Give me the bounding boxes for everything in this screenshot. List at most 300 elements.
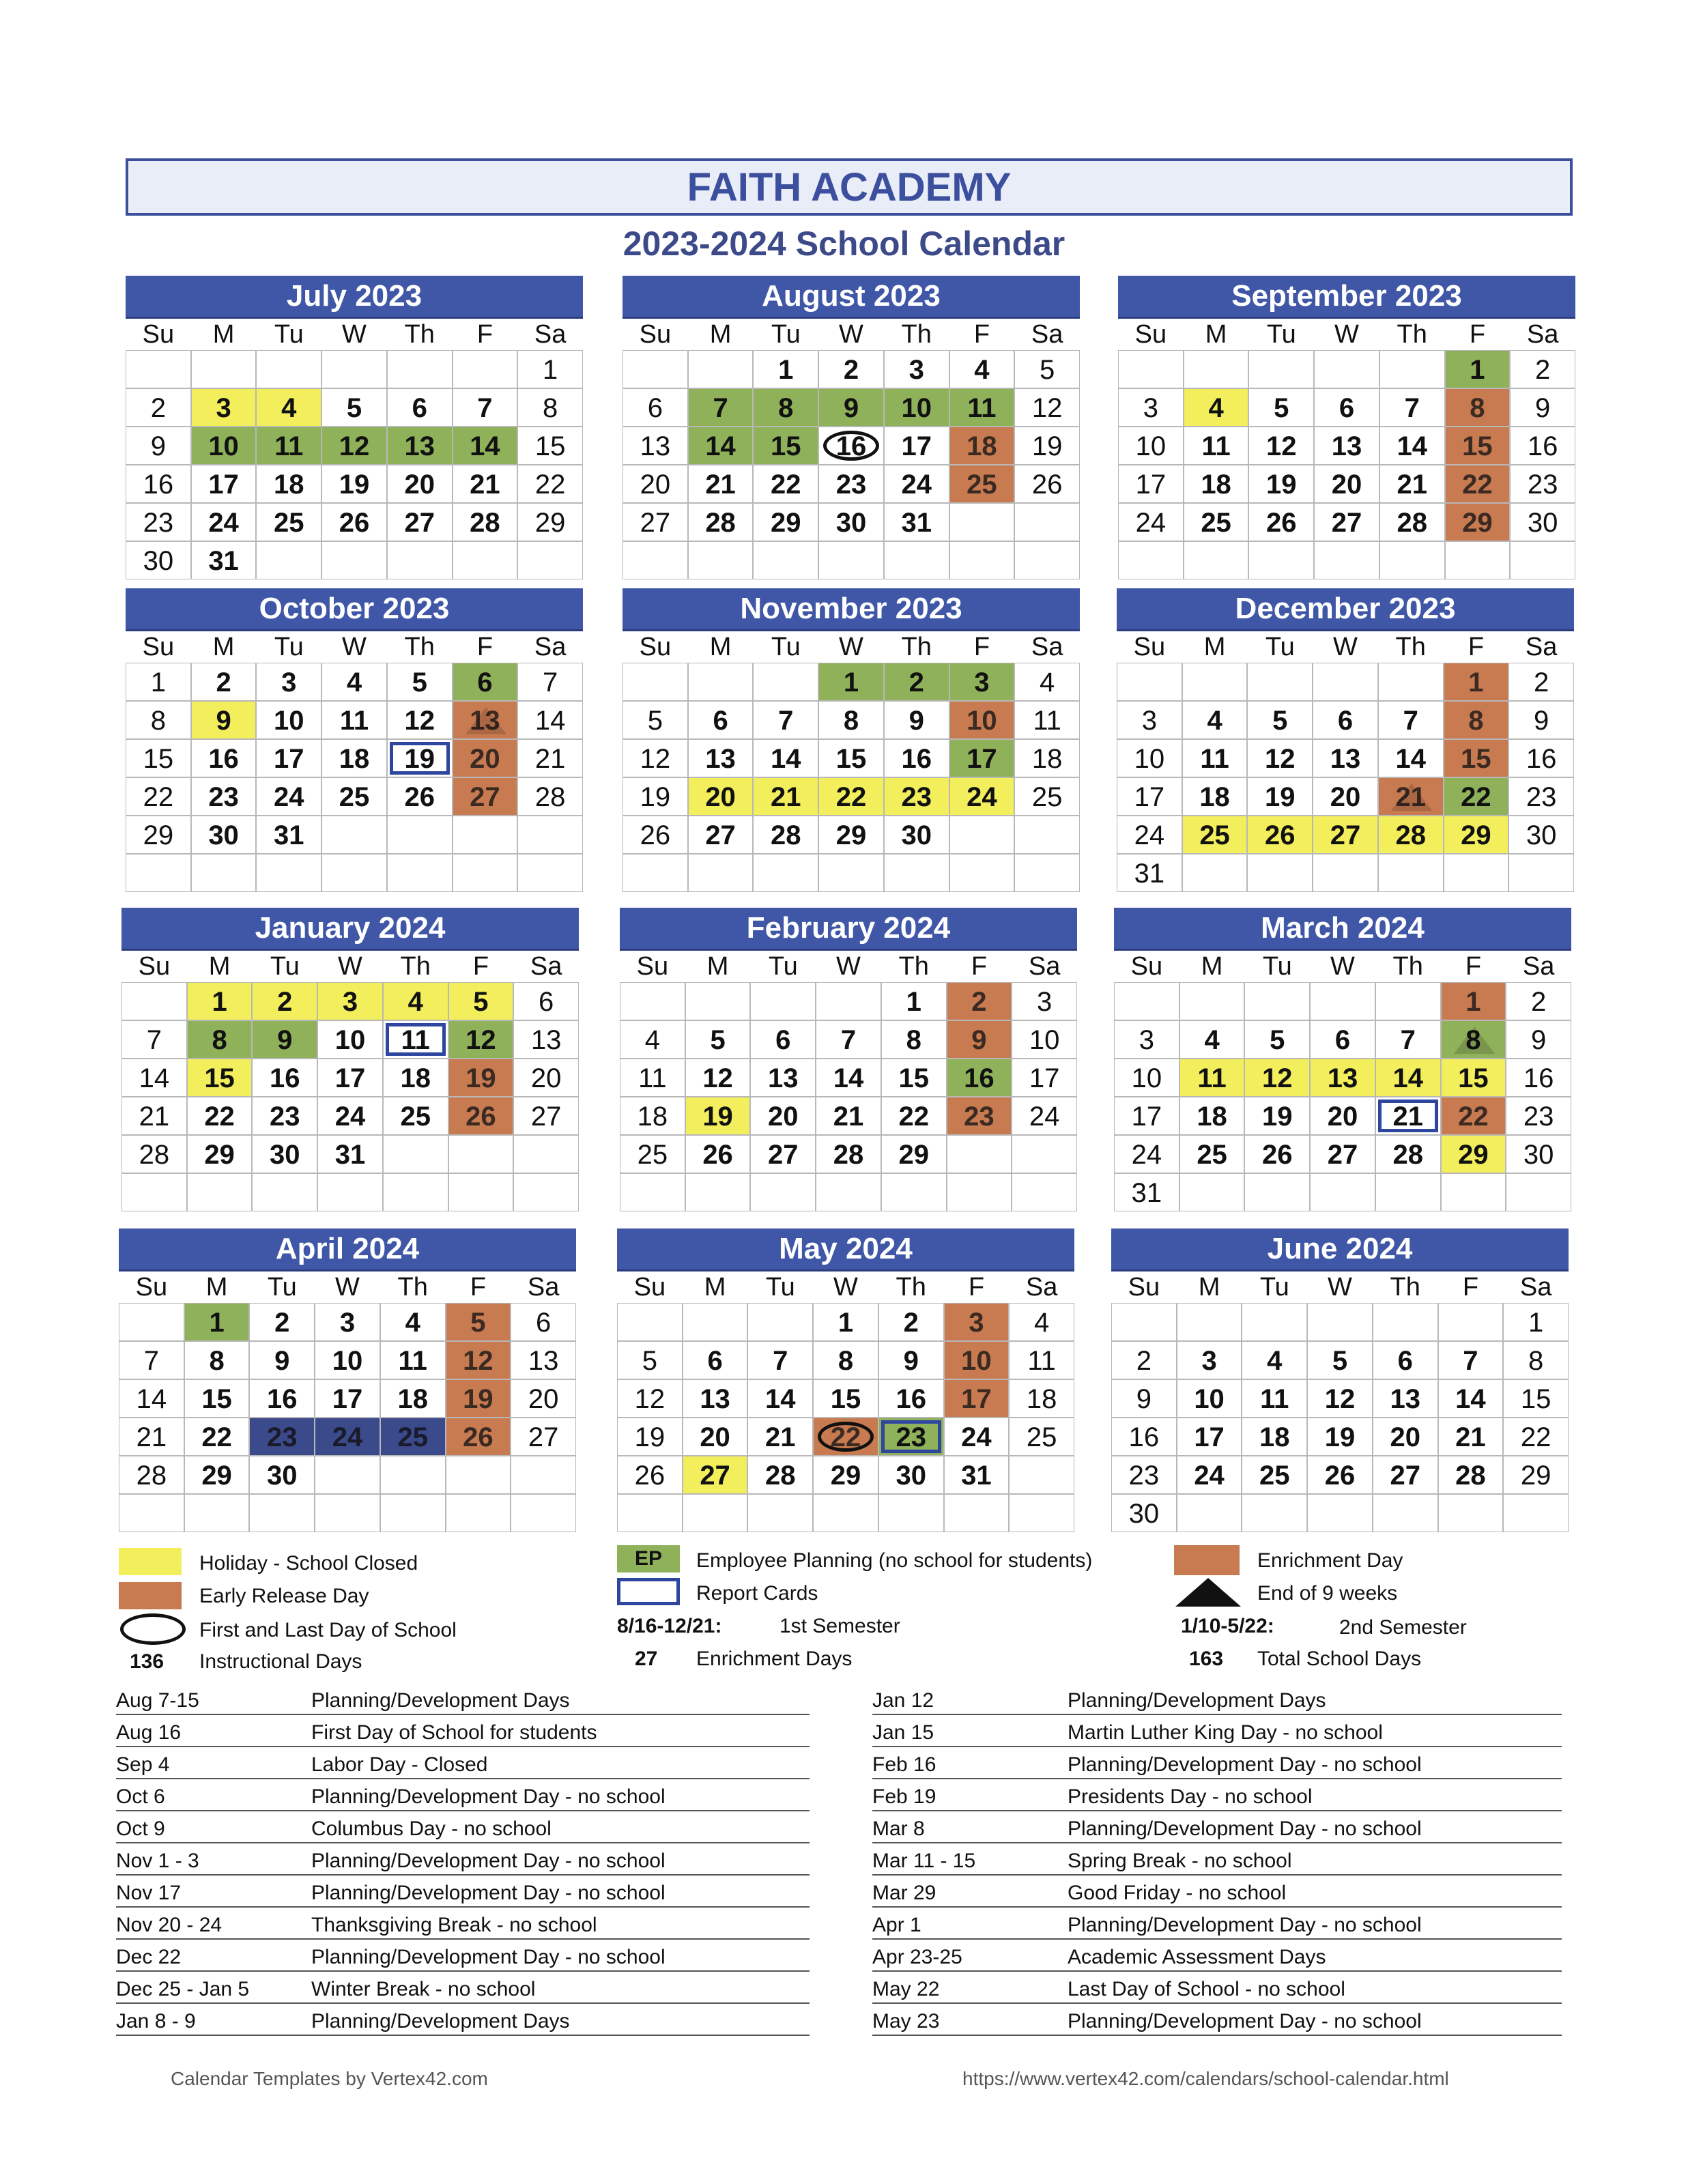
day-cell: 22: [1445, 465, 1511, 503]
day-cell: 10: [1012, 1020, 1077, 1059]
month-title: March 2024: [1114, 908, 1571, 951]
empty-day-cell: [818, 541, 884, 579]
empty-day-cell: [1184, 541, 1249, 579]
day-cell: 1: [881, 982, 947, 1020]
day-cell: 27: [1373, 1456, 1438, 1494]
empty-day-cell: [1310, 982, 1375, 1020]
day-cell: 25: [1179, 1135, 1245, 1173]
empty-day-cell: [317, 1173, 383, 1211]
empty-day-cell: [1378, 854, 1444, 892]
weekday-label: Su: [1128, 1273, 1160, 1302]
day-cell: 5: [1244, 1020, 1310, 1059]
empty-day-cell: [688, 854, 754, 892]
weekday-label: Sa: [530, 952, 562, 981]
event-date: Mar 8: [872, 1817, 925, 1840]
weekday-label: Tu: [1259, 1273, 1289, 1302]
empty-day-cell: [191, 854, 257, 892]
empty-day-cell: [380, 1494, 446, 1532]
event-description: Planning/Development Day - no school: [1068, 1753, 1422, 1776]
day-cell: 14: [121, 1059, 187, 1097]
event-row: [872, 1908, 1562, 1940]
day-cell: 7: [688, 388, 754, 427]
empty-day-cell: [1510, 541, 1575, 579]
day-cell: 18: [256, 465, 321, 503]
day-cell: 19: [448, 1059, 514, 1097]
event-description: Planning/Development Days: [311, 1689, 570, 1712]
day-cell: 18: [620, 1097, 685, 1135]
day-cell: 10: [1114, 1059, 1179, 1097]
day-cell: 25: [321, 777, 387, 816]
day-cell: 24: [1114, 1135, 1179, 1173]
weekday-label: Th: [404, 320, 435, 349]
day-cell: 9: [249, 1341, 315, 1379]
day-cell: 16: [1111, 1418, 1177, 1456]
legend-early-release: Early Release Day: [199, 1585, 369, 1607]
weekday-label: Su: [639, 633, 672, 661]
day-cell: 27: [683, 1456, 748, 1494]
day-cell: 20: [1314, 465, 1379, 503]
empty-day-cell: [617, 1303, 683, 1341]
semester2-range: 1/10-5/22:: [1181, 1615, 1274, 1637]
day-cell: 25: [383, 1097, 448, 1135]
day-cell: 29: [813, 1456, 878, 1494]
empty-day-cell: [1242, 1494, 1307, 1532]
weekday-label: Su: [1133, 633, 1166, 661]
day-cell: 20: [1310, 1097, 1375, 1135]
day-cell: 16: [947, 1059, 1012, 1097]
day-cell: 15: [1503, 1379, 1569, 1418]
weekday-label: M: [709, 633, 732, 661]
day-cell: 18: [383, 1059, 448, 1097]
weekday-label: F: [476, 320, 493, 349]
day-cell: 24: [315, 1418, 380, 1456]
day-cell: 8: [818, 701, 884, 739]
empty-day-cell: [453, 816, 518, 854]
day-cell: 26: [617, 1456, 683, 1494]
weekday-label: Sa: [1031, 633, 1063, 661]
day-cell: 5: [321, 388, 387, 427]
weekday-label: Th: [898, 952, 929, 981]
day-cell: 12: [1248, 427, 1314, 465]
empty-day-cell: [623, 541, 688, 579]
empty-day-cell: [387, 816, 453, 854]
month-grid: [1111, 1271, 1569, 1532]
day-cell: 9: [1510, 388, 1575, 427]
day-cell: 13: [688, 739, 754, 777]
day-cell: 17: [884, 427, 949, 465]
empty-day-cell: [617, 1494, 683, 1532]
day-cell: 5: [448, 982, 514, 1020]
day-cell: 11: [380, 1341, 446, 1379]
day-cell: 4: [256, 388, 321, 427]
day-cell: 12: [387, 701, 453, 739]
day-cell: 26: [623, 816, 688, 854]
event-description: Last Day of School - no school: [1068, 1978, 1345, 2000]
day-cell: 12: [446, 1341, 511, 1379]
event-description: Winter Break - no school: [311, 1978, 536, 2000]
day-cell: 2: [1506, 982, 1571, 1020]
empty-day-cell: [816, 1173, 881, 1211]
day-cell: 28: [747, 1456, 813, 1494]
empty-day-cell: [949, 541, 1015, 579]
empty-day-cell: [256, 541, 321, 579]
day-cell: 12: [1244, 1059, 1310, 1097]
weekday-label: Sa: [1526, 320, 1559, 349]
day-cell: 16: [252, 1059, 317, 1097]
empty-day-cell: [191, 350, 257, 388]
day-cell: 26: [1244, 1135, 1310, 1173]
day-cell: 8: [184, 1341, 250, 1379]
day-cell: 2: [249, 1303, 315, 1341]
day-cell: 13: [511, 1341, 576, 1379]
weekday-label: Th: [404, 633, 435, 661]
month-grid: [620, 951, 1077, 1211]
day-cell: 28: [816, 1135, 881, 1173]
empty-day-cell: [387, 854, 453, 892]
day-cell: 25: [256, 503, 321, 541]
employee-planning-swatch: EP: [617, 1545, 680, 1572]
empty-day-cell: [119, 1303, 184, 1341]
day-cell: 6: [1373, 1341, 1438, 1379]
day-cell: 23: [1506, 1097, 1571, 1135]
event-description: First Day of School for students: [311, 1721, 597, 1744]
day-cell: 21: [1379, 465, 1445, 503]
empty-day-cell: [256, 854, 321, 892]
day-cell: 19: [446, 1379, 511, 1418]
day-cell: 18: [1014, 739, 1080, 777]
day-cell: 30: [884, 816, 949, 854]
empty-day-cell: [1444, 854, 1509, 892]
empty-day-cell: [1118, 541, 1184, 579]
event-row: [872, 1972, 1562, 2004]
empty-day-cell: [453, 854, 518, 892]
day-cell: 5: [446, 1303, 511, 1341]
day-cell: 1: [517, 350, 583, 388]
day-cell: 11: [1014, 701, 1080, 739]
day-cell: 23: [884, 777, 949, 816]
empty-day-cell: [747, 1494, 813, 1532]
weekday-label: W: [1328, 1273, 1352, 1302]
day-cell: 20: [623, 465, 688, 503]
empty-day-cell: [448, 1173, 514, 1211]
empty-day-cell: [1118, 350, 1184, 388]
event-date: May 22: [872, 1978, 940, 2000]
empty-day-cell: [1182, 663, 1248, 701]
month-calendar: [126, 276, 583, 579]
event-description: Good Friday - no school: [1068, 1882, 1287, 1904]
day-cell: 29: [1441, 1135, 1506, 1173]
day-cell: 14: [453, 427, 518, 465]
empty-day-cell: [387, 350, 453, 388]
day-cell: 24: [949, 777, 1015, 816]
day-cell: 17: [1114, 1097, 1179, 1135]
day-cell: 6: [750, 1020, 816, 1059]
day-cell: 9: [191, 701, 257, 739]
month-calendar: [617, 1228, 1074, 1532]
day-cell: 3: [191, 388, 257, 427]
day-cell: 2: [1510, 350, 1575, 388]
weekday-label: F: [1468, 633, 1485, 661]
empty-day-cell: [446, 1494, 511, 1532]
day-cell: 13: [1313, 739, 1378, 777]
day-cell: 5: [1307, 1341, 1373, 1379]
weekday-label: W: [1334, 320, 1359, 349]
day-cell: 8: [881, 1020, 947, 1059]
day-cell: 21: [816, 1097, 881, 1135]
day-cell: 20: [387, 465, 453, 503]
day-cell: 21: [753, 777, 818, 816]
event-date: Oct 9: [116, 1817, 165, 1840]
first-last-day-ellipse-icon: [120, 1613, 186, 1645]
weekday-label: M: [205, 1273, 228, 1302]
day-cell: 22: [813, 1418, 878, 1456]
event-row: [116, 1908, 810, 1940]
day-cell: 26: [1307, 1456, 1373, 1494]
month-grid: [119, 1271, 576, 1532]
day-cell: 11: [949, 388, 1015, 427]
day-cell: 5: [623, 701, 688, 739]
empty-day-cell: [383, 1135, 448, 1173]
day-cell: 11: [256, 427, 321, 465]
empty-day-cell: [813, 1494, 878, 1532]
weekday-label: W: [1333, 633, 1358, 661]
event-date: Feb 16: [872, 1753, 936, 1776]
day-cell: 23: [252, 1097, 317, 1135]
day-cell: 18: [1184, 465, 1249, 503]
event-description: Planning/Development Day - no school: [1068, 2010, 1422, 2032]
day-cell: 12: [321, 427, 387, 465]
day-cell: 31: [884, 503, 949, 541]
event-date: Dec 25 - Jan 5: [116, 1978, 250, 2000]
day-cell: 19: [1247, 777, 1313, 816]
day-cell: 9: [1111, 1379, 1177, 1418]
empty-day-cell: [511, 1494, 576, 1532]
weekday-label: Sa: [1025, 1273, 1058, 1302]
day-cell: 10: [1177, 1379, 1242, 1418]
weekday-label: Su: [1134, 320, 1167, 349]
empty-day-cell: [1438, 1303, 1504, 1341]
day-cell: 27: [511, 1418, 576, 1456]
day-cell: 25: [949, 465, 1015, 503]
day-cell: 19: [321, 465, 387, 503]
empty-day-cell: [688, 541, 754, 579]
empty-day-cell: [753, 541, 818, 579]
weekday-label: W: [839, 320, 863, 349]
day-cell: 16: [1508, 739, 1574, 777]
weekday-label: Su: [142, 633, 175, 661]
day-cell: 30: [878, 1456, 944, 1494]
day-cell: 25: [1182, 816, 1248, 854]
day-cell: 21: [453, 465, 518, 503]
day-cell: 27: [1314, 503, 1379, 541]
day-cell: 25: [1242, 1456, 1307, 1494]
month-grid: [1118, 319, 1575, 579]
day-cell: 30: [252, 1135, 317, 1173]
weekday-label: Tu: [768, 952, 798, 981]
empty-day-cell: [1310, 1173, 1375, 1211]
day-cell: 12: [1014, 388, 1080, 427]
empty-day-cell: [1373, 1494, 1438, 1532]
day-cell: 12: [617, 1379, 683, 1418]
day-cell: 13: [623, 427, 688, 465]
day-cell: 7: [453, 388, 518, 427]
event-row: [116, 1972, 810, 2004]
weekday-label: Tu: [765, 1273, 795, 1302]
day-cell: 28: [119, 1456, 184, 1494]
event-date: Mar 11 - 15: [872, 1850, 976, 1872]
empty-day-cell: [947, 1173, 1012, 1211]
day-cell: 11: [1242, 1379, 1307, 1418]
month-grid: [121, 951, 579, 1211]
day-cell: 6: [387, 388, 453, 427]
day-cell: 24: [944, 1418, 1010, 1456]
day-cell: 22: [1503, 1418, 1569, 1456]
weekday-label: W: [839, 633, 863, 661]
event-row: [872, 1843, 1562, 1876]
day-cell: 7: [517, 663, 583, 701]
empty-day-cell: [816, 982, 881, 1020]
day-cell: 19: [685, 1097, 751, 1135]
day-cell: 13: [683, 1379, 748, 1418]
weekday-label: M: [1205, 320, 1227, 349]
weekday-label: Tu: [274, 320, 304, 349]
empty-day-cell: [1313, 854, 1378, 892]
day-cell: 5: [387, 663, 453, 701]
weekday-label: Tu: [1266, 320, 1296, 349]
weekday-label: Th: [1397, 320, 1427, 349]
day-cell: 23: [191, 777, 257, 816]
weekday-label: Th: [1392, 952, 1423, 981]
legend-first-last-day: First and Last Day of School: [199, 1619, 457, 1641]
empty-day-cell: [453, 541, 518, 579]
day-cell: 24: [1177, 1456, 1242, 1494]
empty-day-cell: [453, 350, 518, 388]
day-cell: 7: [747, 1341, 813, 1379]
event-description: Planning/Development Day - no school: [1068, 1914, 1422, 1936]
weekday-label: Su: [639, 320, 672, 349]
day-cell: 16: [249, 1379, 315, 1418]
empty-day-cell: [620, 982, 685, 1020]
empty-day-cell: [119, 1494, 184, 1532]
day-cell: 22: [753, 465, 818, 503]
month-grid: [623, 319, 1080, 579]
day-cell: 22: [517, 465, 583, 503]
day-cell: 17: [1012, 1059, 1077, 1097]
empty-day-cell: [1373, 1303, 1438, 1341]
day-cell: 20: [688, 777, 754, 816]
empty-day-cell: [256, 350, 321, 388]
day-cell: 19: [1307, 1418, 1373, 1456]
day-cell: 17: [191, 465, 257, 503]
event-date: Dec 22: [116, 1946, 182, 1968]
day-cell: 22: [184, 1418, 250, 1456]
empty-day-cell: [1182, 854, 1248, 892]
day-cell: 1: [1441, 982, 1506, 1020]
event-row: [116, 2004, 810, 2036]
day-cell: 30: [1510, 503, 1575, 541]
day-cell: 24: [1118, 503, 1184, 541]
weekday-label: M: [706, 952, 729, 981]
empty-day-cell: [1184, 350, 1249, 388]
day-cell: 17: [256, 739, 321, 777]
day-cell: 4: [380, 1303, 446, 1341]
empty-day-cell: [1014, 503, 1080, 541]
day-cell: 5: [685, 1020, 751, 1059]
event-description: Planning/Development Day - no school: [311, 1946, 666, 1968]
event-date: Oct 6: [116, 1785, 165, 1808]
day-cell: 30: [818, 503, 884, 541]
day-cell: 31: [944, 1456, 1010, 1494]
event-row: [872, 2004, 1562, 2036]
empty-day-cell: [387, 541, 453, 579]
day-cell: 29: [517, 503, 583, 541]
empty-day-cell: [884, 541, 949, 579]
day-cell: 9: [1508, 701, 1574, 739]
event-row: [872, 1683, 1562, 1715]
day-cell: 14: [747, 1379, 813, 1418]
day-cell: 3: [256, 663, 321, 701]
weekday-label: W: [1330, 952, 1355, 981]
empty-day-cell: [321, 854, 387, 892]
day-cell: 17: [1118, 465, 1184, 503]
empty-day-cell: [517, 541, 583, 579]
empty-day-cell: [252, 1173, 317, 1211]
day-cell: 31: [256, 816, 321, 854]
day-cell: 7: [1378, 701, 1444, 739]
day-cell: 20: [1313, 777, 1378, 816]
weekday-label: Sa: [1031, 320, 1063, 349]
weekday-label: F: [973, 633, 990, 661]
day-cell: 12: [623, 739, 688, 777]
day-cell: 3: [944, 1303, 1010, 1341]
weekday-label: Sa: [534, 320, 567, 349]
enrichment-days-count: 27: [635, 1648, 658, 1670]
month-title: June 2024: [1111, 1228, 1569, 1271]
event-date: Nov 1 - 3: [116, 1850, 199, 1872]
empty-day-cell: [1009, 1456, 1074, 1494]
day-cell: 16: [1510, 427, 1575, 465]
empty-day-cell: [315, 1494, 380, 1532]
end-of-9-weeks-triangle-icon: [1175, 1578, 1241, 1607]
legend-enrichment-day: Enrichment Day: [1257, 1549, 1403, 1572]
empty-day-cell: [1244, 982, 1310, 1020]
day-cell: 23: [878, 1418, 944, 1456]
weekday-label: W: [836, 952, 861, 981]
empty-day-cell: [944, 1494, 1010, 1532]
day-cell: 6: [453, 663, 518, 701]
day-cell: 29: [126, 816, 191, 854]
day-cell: 3: [884, 350, 949, 388]
day-cell: 29: [881, 1135, 947, 1173]
event-row: [116, 1876, 810, 1908]
day-cell: 22: [818, 777, 884, 816]
empty-day-cell: [1247, 663, 1313, 701]
empty-day-cell: [1375, 1173, 1441, 1211]
day-cell: 14: [1375, 1059, 1441, 1097]
empty-day-cell: [517, 816, 583, 854]
day-cell: 15: [517, 427, 583, 465]
empty-day-cell: [121, 1173, 187, 1211]
day-cell: 13: [453, 701, 518, 739]
weekday-label: W: [342, 320, 367, 349]
day-cell: 6: [623, 388, 688, 427]
day-cell: 6: [688, 701, 754, 739]
day-cell: 24: [884, 465, 949, 503]
empty-day-cell: [1242, 1303, 1307, 1341]
day-cell: 30: [191, 816, 257, 854]
empty-day-cell: [1009, 1494, 1074, 1532]
day-cell: 28: [121, 1135, 187, 1173]
